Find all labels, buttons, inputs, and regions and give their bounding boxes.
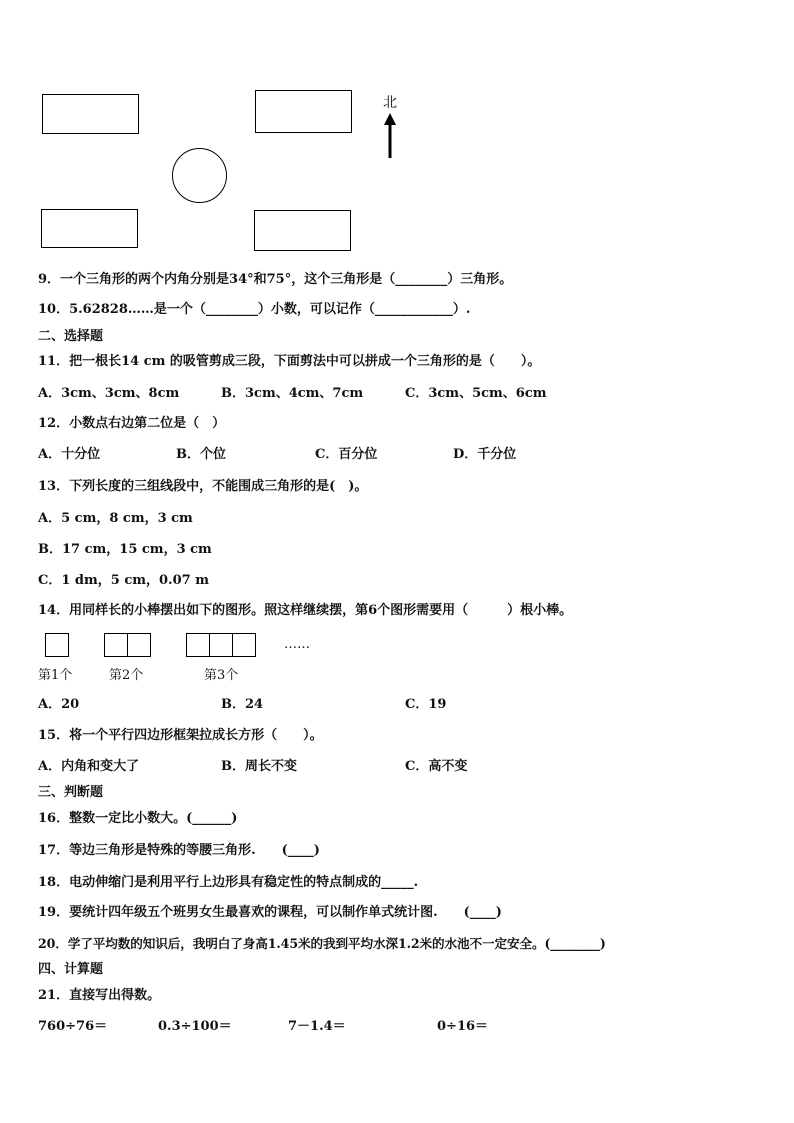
diagram-box-bottom-left — [41, 209, 138, 248]
q11-option-b: B．3cm、4cm、7cm — [221, 386, 364, 401]
q14-option-b: B．24 — [221, 697, 264, 712]
q13-option-c: C．1 dm，5 cm，0.07 m — [38, 573, 209, 588]
q21-expression-4: 0÷16＝ — [437, 1019, 489, 1034]
q12-option-a: A．十分位 — [38, 447, 101, 462]
q14-option-c: C．19 — [405, 697, 447, 712]
stick-figure-2 — [104, 633, 151, 657]
question-10: 10．5.62828……是一个（________）小数，可以记作（____________）. — [38, 302, 471, 317]
q21-expression-1: 760÷76＝ — [38, 1019, 108, 1034]
question-21: 21．直接写出得数。 — [38, 988, 161, 1003]
stick-figure-2-label: 第2个 — [109, 668, 144, 683]
q21-expression-2: 0.3÷100＝ — [158, 1019, 232, 1034]
stick-figure-ellipsis: …… — [284, 637, 310, 652]
q14-option-a: A．20 — [38, 697, 80, 712]
question-11: 11．把一根长14 cm 的吸管剪成三段，下面剪法中可以拼成一个三角形的是（ ）。 — [38, 354, 541, 369]
diagram-box-top-right — [255, 90, 352, 133]
question-14: 14．用同样长的小棒摆出如下的图形。照这样继续摆，第6个图形需要用（ ）根小棒。 — [38, 603, 573, 618]
question-17: 17．等边三角形是特殊的等腰三角形. (____) — [38, 843, 320, 858]
q13-option-a: A．5 cm，8 cm，3 cm — [38, 511, 193, 526]
q12-option-b: B．个位 — [176, 447, 226, 462]
north-label: 北 — [383, 95, 397, 111]
question-9: 9．一个三角形的两个内角分别是34°和75°，这个三角形是（________）三角形。 — [38, 272, 513, 287]
q15-option-c: C．高不变 — [405, 759, 468, 774]
stick-figure-3 — [186, 633, 256, 657]
q15-option-a: A．内角和变大了 — [38, 759, 140, 774]
question-19: 19．要统计四年级五个班男女生最喜欢的课程，可以制作单式统计图. (____) — [38, 905, 502, 920]
section-heading-choice: 二、选择题 — [38, 329, 104, 344]
q15-option-b: B．周长不变 — [221, 759, 297, 774]
stick-square — [232, 633, 256, 657]
question-16: 16．整数一定比小数大。(______) — [38, 811, 238, 826]
stick-figure-1 — [45, 633, 69, 657]
stick-square — [209, 633, 233, 657]
diagram-center-circle — [172, 148, 227, 203]
q21-expression-3: 7－1.4＝ — [288, 1019, 346, 1034]
question-15: 15．将一个平行四边形框架拉成长方形（ ）。 — [38, 728, 323, 743]
stick-square — [104, 633, 128, 657]
q11-option-a: A．3cm、3cm、8cm — [38, 386, 180, 401]
diagram-box-top-left — [42, 94, 139, 134]
q11-option-c: C．3cm、5cm、6cm — [405, 386, 547, 401]
section-heading-calculation: 四、计算题 — [38, 962, 104, 977]
question-13: 13．下列长度的三组线段中，不能围成三角形的是( )。 — [38, 479, 368, 494]
stick-figure-1-label: 第1个 — [38, 668, 73, 683]
section-heading-true-false: 三、判断题 — [38, 785, 104, 800]
stick-square — [186, 633, 210, 657]
question-12: 12．小数点右边第二位是（ ） — [38, 416, 226, 431]
q13-option-b: B．17 cm，15 cm，3 cm — [38, 542, 212, 557]
north-arrow-icon — [382, 113, 398, 158]
question-18: 18．电动伸缩门是利用平行上边形具有稳定性的特点制成的_____. — [38, 875, 419, 890]
question-20: 20．学了平均数的知识后，我明白了身高1.45米的我到平均水深1.2米的水池不一定安全。(________) — [38, 936, 606, 951]
stick-figure-3-label: 第3个 — [204, 668, 239, 683]
q12-option-d: D．千分位 — [453, 447, 517, 462]
q12-option-c: C．百分位 — [315, 447, 378, 462]
stick-square — [45, 633, 69, 657]
stick-square — [127, 633, 151, 657]
diagram-box-bottom-right — [254, 210, 351, 251]
